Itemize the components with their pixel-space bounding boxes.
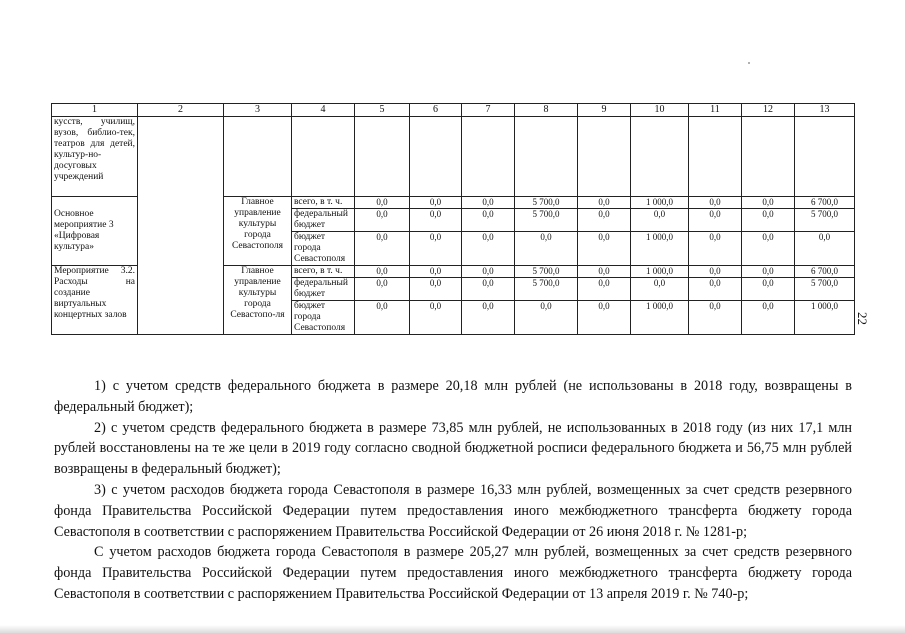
value-cell: 0,0 [578, 266, 631, 278]
value-cell: 0,0 [462, 232, 515, 266]
value-cell: 0,0 [515, 301, 578, 335]
column-header-13: 13 [795, 104, 855, 117]
value-cell: 6 700,0 [795, 197, 855, 209]
paragraph: 2) с учетом средств федерального бюджета в размере 73,85 млн рублей, не использованных в 2018 году (из них 17,1 млн рублей восстановлены на те же цели в 2019 году согласно сводной бюджетной росписи федерального бюджета и 56,75 млн рублей возвращены в федеральный бюджет); [54, 419, 852, 478]
source-cell: всего, в т. ч. [292, 266, 355, 278]
value-cell: 0,0 [462, 197, 515, 209]
column-header-6: 6 [410, 104, 462, 117]
value-cell: 5 700,0 [515, 209, 578, 232]
value-cell: 0,0 [410, 209, 462, 232]
value-cell: 0,0 [689, 266, 742, 278]
table-row [52, 117, 855, 197]
table-header-row [52, 104, 855, 117]
source-cell: федеральный бюджет [292, 209, 355, 232]
value-cell: 1 000,0 [631, 301, 689, 335]
value-cell: 0,0 [742, 301, 795, 335]
source-cell: бюджет города Севастополя [292, 301, 355, 335]
value-cell: 0,0 [410, 197, 462, 209]
column-header-2: 2 [138, 104, 224, 117]
value-cell: 0,0 [689, 278, 742, 301]
value-cell: 0,0 [631, 209, 689, 232]
value-cell: 0,0 [631, 278, 689, 301]
column-header-1: 1 [52, 104, 138, 117]
paragraph: 3) с учетом расходов бюджета города Севастополя в размере 16,33 млн рублей, возмещенных за счет средств резервного фонда Правительства Российской Федерации путем предоставления иного межбюджетного трансферта бюджету города Севастополя в соответствии с распоряжением Правительства Российской Федерации от 26 июня 2018 г. № 1281-р; [54, 481, 852, 540]
event-name-cell: Мероприятие 3.2. Расходы на создание виртуальных концертных залов [52, 266, 138, 335]
value-cell: 0,0 [515, 232, 578, 266]
page-number: 22 [855, 312, 870, 325]
column-header-3: 3 [224, 104, 292, 117]
value-cell: 5 700,0 [515, 278, 578, 301]
executor-cell: Главное управление культуры города Севастопо-ля [224, 266, 292, 335]
value-cell: 0,0 [578, 301, 631, 335]
value-cell: 6 700,0 [795, 266, 855, 278]
value-cell: 0,0 [689, 197, 742, 209]
value-cell: 0,0 [742, 278, 795, 301]
value-cell: 0,0 [355, 278, 410, 301]
value-cell: 5 700,0 [795, 278, 855, 301]
continuation-cell: кусств, училищ, вузов, библио-тек, театров для детей, культур-но-досуговых учреждений [52, 117, 138, 197]
value-cell: 0,0 [462, 278, 515, 301]
column-header-9: 9 [578, 104, 631, 117]
paragraph: С учетом расходов бюджета города Севастополя в размере 205,27 млн рублей, возмещенных за счет средств резервного фонда Правительства Российской Федерации путем предоставления иного межбюджетного трансферта бюджету города Севастополя в соответствии с распоряжением Правительства Российской Федерации от 13 апреля 2019 г. № 740-р; [54, 544, 852, 602]
value-cell: 0,0 [578, 232, 631, 266]
scan-edge [0, 625, 905, 633]
value-cell: 0,0 [410, 266, 462, 278]
value-cell: 0,0 [578, 209, 631, 232]
executor-cell: Главное управление культуры города Севастополя [224, 197, 292, 266]
value-cell: 0,0 [742, 209, 795, 232]
body-text [54, 376, 852, 605]
value-cell: 0,0 [578, 197, 631, 209]
value-cell: 0,0 [462, 209, 515, 232]
value-cell: 0,0 [795, 232, 855, 266]
scan-speck [748, 62, 750, 64]
column-header-8: 8 [515, 104, 578, 117]
value-cell: 5 700,0 [515, 197, 578, 209]
value-cell: 0,0 [410, 301, 462, 335]
source-cell: всего, в т. ч. [292, 197, 355, 209]
column-header-4: 4 [292, 104, 355, 117]
budget-table [51, 103, 855, 335]
event-name-cell: Основное мероприятие 3 «Цифровая культура» [52, 197, 138, 266]
value-cell: 0,0 [410, 232, 462, 266]
value-cell: 5 700,0 [795, 209, 855, 232]
paragraph: 1) с учетом средств федерального бюджета в размере 20,18 млн рублей (не использованы в 2018 году, возвращены в федеральный бюджет); [54, 378, 852, 415]
value-cell: 0,0 [742, 266, 795, 278]
value-cell: 0,0 [689, 209, 742, 232]
value-cell: 0,0 [689, 301, 742, 335]
source-cell: федеральный бюджет [292, 278, 355, 301]
column-header-5: 5 [355, 104, 410, 117]
value-cell: 1 000,0 [795, 301, 855, 335]
column-header-7: 7 [462, 104, 515, 117]
value-cell: 0,0 [742, 197, 795, 209]
value-cell: 0,0 [578, 278, 631, 301]
value-cell: 0,0 [355, 197, 410, 209]
column-header-12: 12 [742, 104, 795, 117]
column-header-11: 11 [689, 104, 742, 117]
source-cell: бюджет города Севастополя [292, 232, 355, 266]
value-cell: 1 000,0 [631, 266, 689, 278]
value-cell: 5 700,0 [515, 266, 578, 278]
value-cell: 0,0 [355, 232, 410, 266]
value-cell: 0,0 [355, 209, 410, 232]
value-cell: 0,0 [462, 301, 515, 335]
value-cell: 1 000,0 [631, 197, 689, 209]
value-cell: 0,0 [462, 266, 515, 278]
value-cell: 1 000,0 [631, 232, 689, 266]
value-cell: 0,0 [355, 301, 410, 335]
value-cell: 0,0 [410, 278, 462, 301]
value-cell: 0,0 [689, 232, 742, 266]
column-header-10: 10 [631, 104, 689, 117]
value-cell: 0,0 [355, 266, 410, 278]
value-cell: 0,0 [742, 232, 795, 266]
